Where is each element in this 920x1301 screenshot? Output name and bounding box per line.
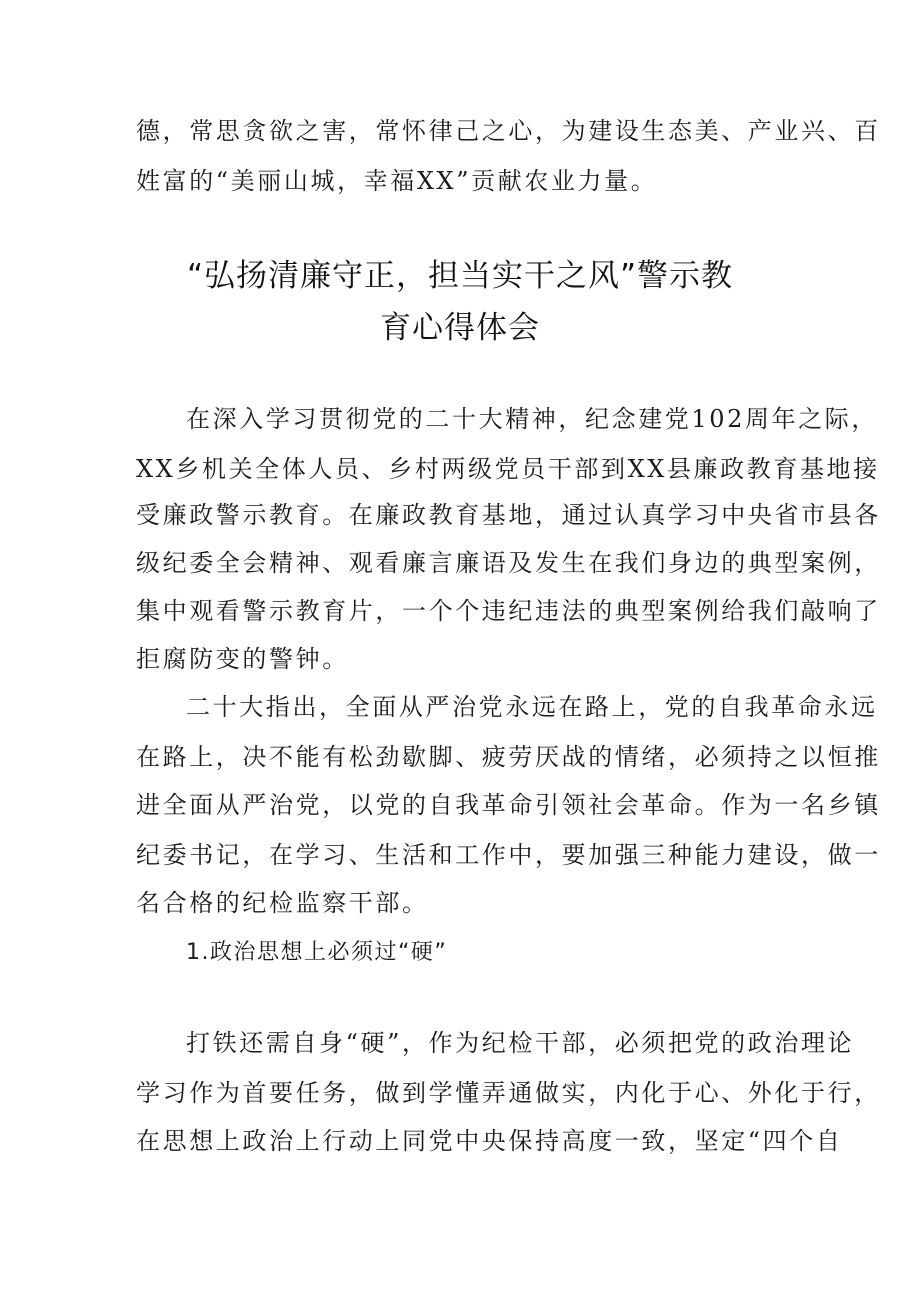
paragraph1-line-5: 集中观看警示教育片，一个个违纪违法的典型案例给我们敲响了 <box>136 597 881 625</box>
document-title-line-1: “弘扬清廉守正，担当实干之风”警示教 <box>186 258 734 294</box>
document-title-line-2: 育心得体会 <box>380 310 540 346</box>
paragraph3-line-1: 打铁还需自身“硬”，作为纪检干部，必须把党的政治理论 <box>186 1029 855 1057</box>
continuation-line-2: 姓富的“美丽山城，幸福XX”贡献农业力量。 <box>136 167 658 195</box>
paragraph2-line-1: 二十大指出，全面从严治党永远在路上，党的自我革命永远 <box>186 693 878 721</box>
paragraph2-line-3: 进全面从严治党，以党的自我革命引领社会革命。作为一名乡镇 <box>136 791 881 819</box>
paragraph2-line-4: 纪委书记，在学习、生活和工作中，要加强三种能力建设，做一 <box>136 841 881 869</box>
paragraph3-line-3: 在思想上政治上行动上同党中央保持高度一致，坚定“四个自 <box>136 1127 843 1155</box>
continuation-line-1: 德，常思贪欲之害，常怀律己之心，为建设生态美、产业兴、百 <box>136 117 881 145</box>
paragraph1-line-6: 拒腐防变的警钟。 <box>136 645 349 673</box>
paragraph1-line-3: 受廉政警示教育。在廉政教育基地，通过认真学习中央省市县各 <box>136 501 881 529</box>
paragraph3-line-2: 学习作为首要任务，做到学懂弄通做实，内化于心、外化于行， <box>136 1079 881 1107</box>
paragraph1-line-2: XX乡机关全体人员、乡村两级党员干部到XX县廉政教育基地接 <box>136 455 880 483</box>
section1-heading: 1.政治思想上必须过“硬” <box>186 940 448 965</box>
paragraph2-line-2: 在路上，决不能有松劲歇脚、疲劳厌战的情绪，必须持之以恒推 <box>136 743 881 771</box>
paragraph1-line-4: 级纪委全会精神、观看廉言廉语及发生在我们身边的典型案例， <box>136 549 881 577</box>
paragraph1-line-1: 在深入学习贯彻党的二十大精神，纪念建党102周年之际， <box>186 405 879 433</box>
paragraph2-line-5: 名合格的纪检监察干部。 <box>136 889 429 917</box>
